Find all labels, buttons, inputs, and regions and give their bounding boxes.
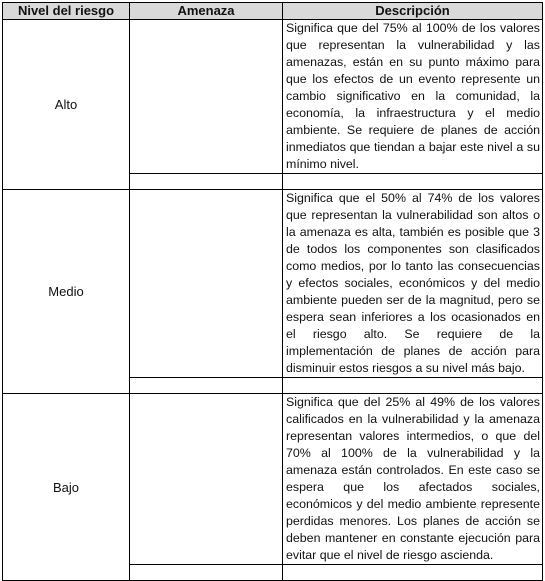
empty-cell (283, 174, 543, 190)
description-cell (283, 20, 543, 174)
empty-cell (130, 378, 283, 394)
header-description: Descripción (283, 3, 543, 20)
table-row-alto (3, 20, 543, 174)
risk-level-cell: Alto (3, 20, 130, 190)
description-text: Significa que del 25% al 49% de los valores calificados en la vulnerabilidad y la amenaza representan valores intermedios, o que del 70% al 100% de la vulnerabilidad y la amenaza están controlados. En este caso se espera que los afectados sociales, económicos y del medio ambiente represente perdidas menores. Los planes de acción se deben mantener en constante ejecución para evitar que el nivel de riesgo ascienda. (286, 395, 540, 562)
risk-level-cell: Medio (3, 190, 130, 394)
table-row-bajo (3, 394, 543, 565)
empty-cell (130, 174, 283, 190)
threat-cell (130, 394, 283, 565)
empty-cell (130, 565, 283, 581)
header-risk-level: Nivel del riesgo (3, 3, 130, 20)
description-cell (283, 190, 543, 378)
table-header-row (3, 3, 543, 20)
empty-cell (283, 565, 543, 581)
threat-cell (130, 190, 283, 378)
table-row-medio (3, 190, 543, 378)
risk-level-table (2, 2, 543, 581)
description-text: Significa que del 75% al 100% de los valores que representan la vulnerabilidad y las amenazas, están en su punto máximo para que los efectos de un evento represente un cambio significativo en la comunidad, la economía, la infraestructura y el medio ambiente. Se requiere de planes de acción inmediatos que tiendan a bajar este nivel a su mínimo nivel. (286, 21, 540, 171)
description-text: Significa que el 50% al 74% de los valores que representan la vulnerabilidad son altos o la amenaza es alta, también es posible que 3 de todos los componentes son clasificados como medios, por lo tanto las consecuencias y efectos sociales, económicos y del medio ambiente pueden ser de la magnitud, pero se espera sean inferiores a los ocasionados en el riesgo alto. Se requiere de la implementación de planes de acción para disminuir estos riesgos a su nivel más bajo. (286, 191, 540, 375)
header-threat: Amenaza (130, 3, 283, 20)
empty-cell (283, 378, 543, 394)
risk-level-cell: Bajo (3, 394, 130, 581)
description-cell (283, 394, 543, 565)
threat-cell (130, 20, 283, 174)
